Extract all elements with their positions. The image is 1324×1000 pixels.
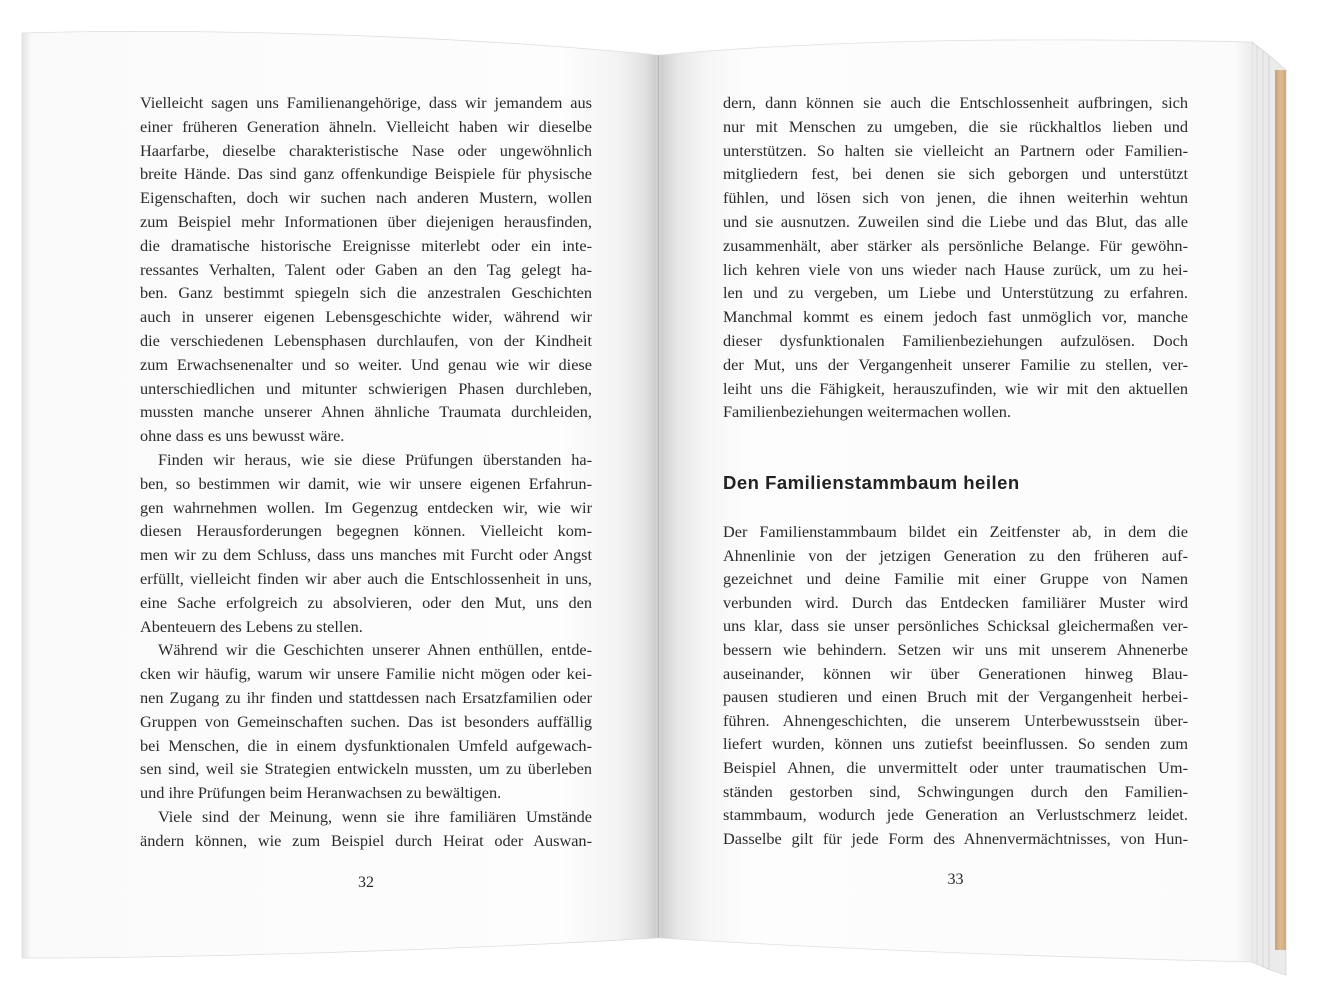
text-line: liefert wurden, können uns zutiefst beeinflussen. So senden zum [723, 734, 1188, 754]
text-line: fühlen, und lösen sich von jenen, die ihnen weiterhin wehtun [723, 188, 1188, 208]
text-line: Ahnenlinie von der jetzigen Generation zu den früheren auf- [723, 545, 1188, 565]
text-line: Während wir die Geschichten unserer Ahnen enthüllen, entde- [158, 640, 592, 660]
text-line: die verschiedenen Lebensphasen durchlaufen, von der Kindheit [140, 330, 592, 350]
text-line: Eigenschaften, doch wir suchen nach anderen Mustern, wollen [140, 188, 592, 208]
text-line: ben, so bestimmen wir damit, wie wir unsere eigenen Erfahrun- [140, 473, 592, 493]
text-line: gezeichnet und deine Familie mit einer Gruppe von Namen [723, 569, 1188, 589]
text-line: unterschiedlichen und mitunter schwierigen Phasen durchleben, [140, 378, 592, 398]
text-line: eine Sache erfolgreich zu absolvieren, oder den Mut, uns den [140, 592, 592, 612]
text-line: pausen studieren und einen Bruch mit der Vergangenheit herbei- [723, 687, 1188, 707]
text-line: mussten manche unserer Ahnen ähnliche Traumata durchleiden, [140, 402, 592, 422]
text-line: Gruppen von Gemeinschaften suchen. Das ist besonders auffällig [140, 711, 592, 731]
text-line: und ihre Prüfungen beim Heranwachsen zu bewältigen. [140, 783, 502, 803]
text-line: Beispiel Ahnen, die unvermittelt oder unter traumatischen Um- [723, 757, 1188, 777]
text-line: verbunden wird. Durch das Entdecken familiärer Muster wird [723, 592, 1188, 612]
text-line: Abenteuern des Lebens zu stellen. [140, 616, 363, 636]
text-line: Vielleicht sagen uns Familienangehörige, dass wir jemandem aus [140, 93, 592, 112]
text-line: ändern können, wie zum Beispiel durch Heirat oder Auswan- [140, 830, 592, 850]
text-line: auseinander, können wir über Generationen hinweg Blau- [723, 663, 1188, 683]
text-line: leiht uns die Fähigkeit, herauszufinden, wie wir mit den aktuellen [723, 378, 1188, 398]
text-line: zum Beispiel mehr Informationen über diejenigen herausfinden, [140, 211, 592, 231]
text-line: len und zu vergeben, um Liebe und Unterstützung zu erfahren. [723, 283, 1188, 303]
text-line: zusammenhält, aber stärker als persönliche Belange. Für gewöhn- [723, 235, 1188, 255]
text-line: Manchmal kommt es einem jedoch fast unmöglich vor, manche [723, 307, 1188, 327]
paragraph [140, 638, 592, 805]
text-line: ben. Ganz bestimmt spiegeln sich die anzestralen Geschichten [140, 283, 592, 303]
text-line: ohne dass es uns bewusst wäre. [140, 426, 345, 446]
text-line: unterstützen. So halten sie vielleicht an Partnern oder Familien- [723, 140, 1188, 160]
text-line: ressantes Verhalten, Talent oder Gaben an den Tag gelegt ha- [140, 259, 592, 279]
right-page-continued-text [723, 91, 1188, 424]
paragraph [723, 520, 1188, 850]
text-line: bessern wie behindern. Setzen wir uns mit unserem Ahnenerbe [723, 639, 1188, 659]
text-line: der Mut, uns der Vergangenheit unserer Familie zu stellen, ver- [723, 354, 1188, 374]
text-line: nen Zugang zu ihr finden und stattdessen nach Ersatzfamilien oder [140, 687, 592, 707]
text-line: und sie ausnutzen. Zuweilen sind die Liebe und das Blut, das alle [723, 211, 1188, 231]
text-line: zum Erwachsenenalter und so weiter. Und genau wie wir diese [140, 354, 592, 374]
paragraph [140, 91, 592, 448]
text-line: führen. Ahnengeschichten, die unserem Unterbewusstsein über- [723, 710, 1188, 730]
text-line: sen sind, weil sie Strategien entwickeln mussten, um zu überleben [140, 759, 592, 779]
text-line: men wir zu dem Schluss, dass uns manches mit Furcht oder Angst [140, 545, 592, 565]
text-line: gen wahrnehmen wollen. Im Gegenzug entdecken wir, wie wir [140, 497, 592, 517]
paragraph [140, 805, 592, 853]
book-cover-edge [1275, 70, 1286, 950]
section-heading: Den Familienstammbaum heilen [723, 472, 1020, 493]
paragraph [723, 91, 1188, 424]
text-line: uns klar, dass sie unser persönliches Schicksal gleichermaßen ver- [723, 616, 1188, 636]
text-line: diesen Herausforderungen begegnen können. Vielleicht kom- [140, 521, 592, 541]
text-line: stammbaum, wodurch jede Generation an Verlustschmerz leidet. [723, 805, 1188, 825]
text-line: cken wir häufig, warum wir unsere Familie nicht mögen oder kei- [140, 664, 592, 684]
text-line: einer früheren Generation ähneln. Vielleicht haben wir dieselbe [140, 116, 592, 136]
left-page-body [140, 91, 592, 853]
page-number-left: 32 [358, 874, 374, 891]
text-line: auch in unserer eigenen Lebensgeschichte wider, während wir [140, 307, 592, 327]
text-line: nur mit Menschen zu umgeben, die sie rückhaltlos lieben und [723, 116, 1188, 136]
text-line: bei Menschen, die in einem dysfunktionalen Umfeld aufgewach- [140, 735, 592, 755]
text-line: dieser dysfunktionalen Familienbeziehungen aufzulösen. Doch [723, 330, 1188, 350]
text-line: mitgliedern fest, bei denen sie sich geborgen und unterstützt [723, 164, 1188, 184]
text-line: erfüllt, vielleicht finden wir aber auch die Entschlossenheit in uns, [140, 568, 592, 588]
paragraph [140, 448, 592, 638]
text-line: die dramatische historische Ereignisse miterlebt oder ein inte- [140, 235, 592, 255]
text-line: lich kehren viele von uns wieder nach Hause zurück, um zu hei- [723, 259, 1188, 279]
text-line: Haarfarbe, dieselbe charakteristische Nase oder ungewöhnlich [140, 140, 592, 160]
text-line: Finden wir heraus, wie sie diese Prüfungen überstanden ha- [158, 449, 592, 469]
text-line: Familienbeziehungen weitermachen wollen. [723, 402, 1011, 422]
text-line: Der Familienstammbaum bildet ein Zeitfenster ab, in dem die [723, 522, 1188, 541]
text-line: breite Hände. Das sind ganz offenkundige Beispiele für physische [140, 164, 592, 184]
text-line: ständen gestorben sind, Schwingungen durch den Familien- [723, 781, 1188, 801]
right-page-section-text [723, 520, 1188, 850]
text-line: Viele sind der Meinung, wenn sie ihre familiären Umstände [158, 806, 592, 826]
text-line: Dasselbe gilt für jede Form des Ahnenvermächtnisses, von Hun- [723, 828, 1188, 848]
page-number-right: 33 [947, 871, 964, 888]
text-line: dern, dann können sie auch die Entschlossenheit aufbringen, sich [723, 93, 1188, 112]
